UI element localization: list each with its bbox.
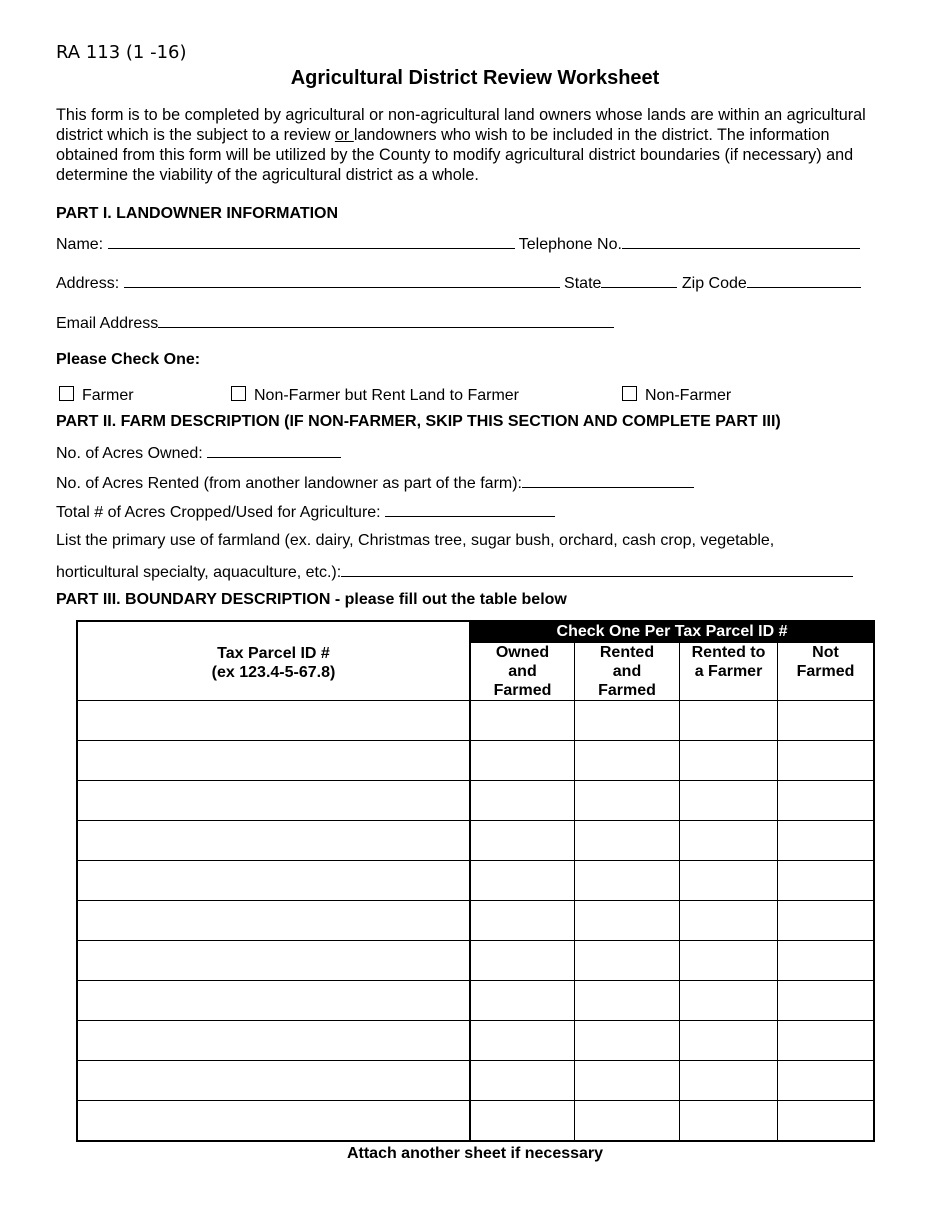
owned-farmed-cell[interactable] [470,981,575,1021]
col-owned-farmed-l2: and [508,663,537,680]
parcel-id-cell[interactable] [77,741,470,781]
telephone-field[interactable] [622,234,860,249]
check-one-group-header: Check One Per Tax Parcel ID # [470,621,874,643]
rented-farmed-cell[interactable] [575,821,680,861]
zip-label: Zip Code [681,275,747,292]
owned-farmed-cell[interactable] [470,821,575,861]
parcel-id-cell[interactable] [77,701,470,741]
table-row [77,821,874,861]
rented-to-farmer-cell[interactable] [680,741,778,781]
col-rented-farmed-l2: and [612,663,642,680]
parcel-id-cell[interactable] [77,981,470,1021]
name-row [56,234,860,254]
rented-to-farmer-cell[interactable] [680,941,778,981]
address-label: Address: [56,275,120,292]
state-label: State [564,275,602,292]
primary-use-row [56,562,853,582]
option-non-farmer[interactable] [622,386,731,405]
rented-farmed-cell[interactable] [575,781,680,821]
parcel-id-cell[interactable] [77,861,470,901]
address-row [56,273,861,293]
intro-underlined: or [334,126,354,144]
rented-farmed-cell[interactable] [575,1061,680,1101]
not-farmed-cell[interactable] [778,781,875,821]
rented-to-farmer-cell[interactable] [680,901,778,941]
not-farmed-cell[interactable] [778,1021,875,1061]
owned-farmed-cell[interactable] [470,1021,575,1061]
rented-farmed-cell[interactable] [575,941,680,981]
intro-text-2: landowners who wish to be included in the district. The information obtained from this form will be utilized by the County to modify agricultural district boundaries (if necessary) and determine the viability of the agricultural district as a whole. [56,126,854,184]
primary-use-label: horticultural specialty, aquaculture, etc.): [56,564,342,581]
owned-farmed-cell[interactable] [470,861,575,901]
col-rented-to-farmer-l1: Rented to [691,644,766,661]
acres-cropped-row [56,502,555,522]
option-farmer-label: Farmer [82,387,134,404]
col-owned-farmed [470,643,575,701]
col-not-farmed-l2: Farmed [796,663,855,680]
rented-to-farmer-cell[interactable] [680,861,778,901]
primary-use-field[interactable] [341,562,853,577]
acres-rented-field[interactable] [522,473,694,488]
owned-farmed-cell[interactable] [470,901,575,941]
option-non-farmer-label: Non-Farmer [645,387,732,404]
parcel-id-cell[interactable] [77,1021,470,1061]
footer-note: Attach another sheet if necessary [346,1145,604,1162]
checkbox-icon[interactable] [622,386,637,401]
table-row [77,781,874,821]
owned-farmed-cell[interactable] [470,1061,575,1101]
col-rented-farmed-l3: Farmed [598,682,656,699]
intro-text-1: This form is to be completed by agricultural or non-agricultural land owners whose lands are within an agricultural district which is the subject to a review [56,106,866,144]
option-non-farmer-rent[interactable] [231,386,519,405]
table-row [77,1061,874,1101]
table-row [77,1101,874,1142]
col-rented-to-farmer [680,643,778,701]
rented-farmed-cell[interactable] [575,701,680,741]
checkbox-icon[interactable] [59,386,74,401]
acres-rented-row [56,473,694,493]
email-field[interactable] [158,313,614,328]
not-farmed-cell[interactable] [778,701,875,741]
state-field[interactable] [601,273,677,288]
email-label: Email Address [56,315,159,332]
col-rented-farmed-l1: Rented [599,644,655,661]
owned-farmed-cell[interactable] [470,701,575,741]
option-non-farmer-rent-label: Non-Farmer but Rent Land to Farmer [254,387,519,404]
not-farmed-cell[interactable] [778,1061,875,1101]
rented-to-farmer-cell[interactable] [680,1101,778,1142]
form-code: RA 113 (1 -16) [56,42,187,63]
not-farmed-cell[interactable] [778,861,875,901]
rented-farmed-cell[interactable] [575,1101,680,1142]
name-field[interactable] [108,234,515,249]
col-owned-farmed-l3: Farmed [493,682,552,699]
part1-heading: PART I. LANDOWNER INFORMATION [56,205,339,222]
table-row [77,1021,874,1061]
rented-to-farmer-cell[interactable] [680,701,778,741]
telephone-label: Telephone No. [518,236,622,253]
table-row [77,981,874,1021]
part3-heading: PART III. BOUNDARY DESCRIPTION - please fill out the table below [56,591,567,608]
option-farmer[interactable] [59,386,134,405]
table-row [77,901,874,941]
owned-farmed-cell[interactable] [470,941,575,981]
parcel-id-cell[interactable] [77,1061,470,1101]
not-farmed-cell[interactable] [778,821,875,861]
rented-to-farmer-cell[interactable] [680,781,778,821]
page-title: Agricultural District Review Worksheet [290,67,660,89]
rented-to-farmer-cell[interactable] [680,821,778,861]
zip-field[interactable] [747,273,861,288]
parcel-table-body [77,701,874,1142]
parcel-id-header-line1: Tax Parcel ID # [217,645,330,662]
col-not-farmed [778,643,875,701]
not-farmed-cell[interactable] [778,981,875,1021]
parcel-id-header-line2: (ex 123.4-5-67.8) [211,664,336,681]
rented-to-farmer-cell[interactable] [680,1061,778,1101]
parcel-id-header [77,621,470,701]
part2-heading: PART II. FARM DESCRIPTION (IF NON-FARMER, SKIP THIS SECTION AND COMPLETE PART III) [56,413,781,430]
acres-owned-row [56,443,341,463]
table-row [77,701,874,741]
rented-to-farmer-cell[interactable] [680,981,778,1021]
checkbox-icon[interactable] [231,386,246,401]
owned-farmed-cell[interactable] [470,741,575,781]
primary-use-line1: List the primary use of farmland (ex. dairy, Christmas tree, sugar bush, orchard, cash crop, vegetable, [56,532,775,549]
name-label: Name: [56,236,104,253]
check-heading: Please Check One: [56,351,201,368]
parcel-id-cell[interactable] [77,1101,470,1142]
table-row [77,941,874,981]
acres-owned-label: No. of Acres Owned: [56,445,203,462]
col-rented-farmed [575,643,680,701]
intro-paragraph [56,105,896,185]
acres-rented-label: No. of Acres Rented (from another landowner as part of the farm): [56,475,522,492]
rented-farmed-cell[interactable] [575,1021,680,1061]
table-row [77,861,874,901]
not-farmed-cell[interactable] [778,1101,875,1142]
table-row [77,741,874,781]
rented-farmed-cell[interactable] [575,861,680,901]
rented-farmed-cell[interactable] [575,901,680,941]
parcel-table [76,620,875,1142]
address-field[interactable] [124,273,560,288]
col-not-farmed-l1: Not [812,644,839,661]
parcel-id-cell[interactable] [77,901,470,941]
rented-farmed-cell[interactable] [575,981,680,1021]
not-farmed-cell[interactable] [778,741,875,781]
parcel-id-cell[interactable] [77,941,470,981]
acres-cropped-field[interactable] [385,502,555,517]
col-rented-to-farmer-l2: a Farmer [694,663,763,680]
col-owned-farmed-l1: Owned [495,644,550,661]
rented-farmed-cell[interactable] [575,741,680,781]
email-row [56,313,614,333]
rented-to-farmer-cell[interactable] [680,1021,778,1061]
parcel-id-cell[interactable] [77,781,470,821]
acres-cropped-label: Total # of Acres Cropped/Used for Agriculture: [56,504,381,521]
not-farmed-cell[interactable] [778,941,875,981]
owned-farmed-cell[interactable] [470,1101,575,1142]
not-farmed-cell[interactable] [778,901,875,941]
owned-farmed-cell[interactable] [470,781,575,821]
parcel-id-cell[interactable] [77,821,470,861]
acres-owned-field[interactable] [207,443,341,458]
